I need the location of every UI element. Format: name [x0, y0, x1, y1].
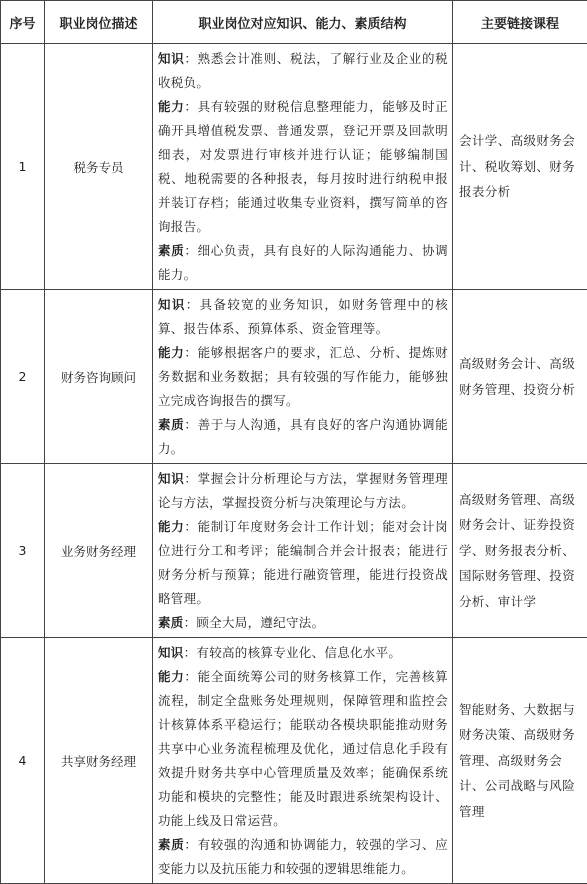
ability-text	[158, 341, 448, 413]
header-courses: 主要链接课程	[453, 1, 587, 44]
quality-label: 素质	[158, 615, 184, 630]
quality-body: ：善于与人沟通，具有良好的客户沟通协调能力。	[158, 417, 448, 456]
quality-text	[158, 611, 448, 635]
header-no: 序号	[1, 1, 45, 44]
ability-label: 能力	[158, 669, 184, 684]
ability-body: ：能制订年度财务会计工作计划；能对会计岗位进行分工和考评；能编制合并会计报表；能进行财务分析与预算；能进行融资管理，能进行投资战略管理。	[158, 519, 448, 606]
row-number: 2	[1, 290, 45, 464]
knowledge-body: ：熟悉会计准则、税法，了解行业及企业的税收税负。	[158, 51, 448, 90]
structure-cell	[153, 638, 453, 884]
row-number: 1	[1, 44, 45, 290]
quality-label: 素质	[158, 837, 184, 852]
quality-text	[158, 833, 448, 881]
ability-text	[158, 95, 448, 239]
ability-body: ：具有较强的财税信息整理能力，能够及时正确开具增值税发票、普通发票，登记开票及回款明细表，对发票进行审核并进行认证；能够编制国税、地税需要的各种报表，每月按时进行纳税申报并装订存档；能通过收集专业资料，撰写简单的咨询报告。	[158, 99, 448, 234]
position-name: 业务财务经理	[45, 464, 153, 638]
ability-label: 能力	[158, 99, 184, 114]
row-number: 4	[1, 638, 45, 884]
header-position: 职业岗位描述	[45, 1, 153, 44]
quality-body: ：有较强的沟通和协调能力，较强的学习、应变能力以及抗压能力和较强的逻辑思维能力。	[158, 837, 448, 876]
position-name: 共享财务经理	[45, 638, 153, 884]
table-row	[1, 44, 587, 290]
knowledge-body: ：掌握会计分析理论与方法，掌握财务管理理论与方法，掌握投资分析与决策理论与方法。	[158, 471, 448, 510]
ability-body: ：能全面统筹公司的财务核算工作，完善核算流程，制定全盘账务处理规则，保障管理和监控会计核算体系平稳运行；能联动各模块职能推动财务共享中心业务流程梳理及优化，通过信息化手段有效提升财务共享中心管理质量及效率；能确保系统功能和模块的完整性；能及时跟进系统架构设计、功能上线及日常运营。	[158, 669, 448, 828]
knowledge-text	[158, 641, 448, 665]
linked-courses: 智能财务、大数据与财务决策、高级财务管理、高级财务会计、公司战略与风险管理	[453, 638, 587, 884]
table-row	[1, 638, 587, 884]
knowledge-label: 知识	[158, 471, 184, 486]
ability-text	[158, 515, 448, 611]
position-name: 财务咨询顾问	[45, 290, 153, 464]
table-row	[1, 290, 587, 464]
ability-label: 能力	[158, 345, 184, 360]
knowledge-label: 知识	[158, 645, 184, 660]
table-header-row	[1, 1, 587, 44]
knowledge-body: ：具备较宽的业务知识，如财务管理中的核算、报告体系、预算体系、资金管理等。	[158, 297, 448, 336]
quality-text	[158, 239, 448, 287]
knowledge-body: ：有较高的核算专业化、信息化水平。	[184, 645, 402, 660]
knowledge-text	[158, 47, 448, 95]
structure-cell	[153, 44, 453, 290]
ability-body: ：能够根据客户的要求，汇总、分析、提炼财务数据和业务数据；具有较强的写作能力，能够独立完成咨询报告的撰写。	[158, 345, 448, 408]
quality-body: ：细心负责，具有良好的人际沟通能力、协调能力。	[158, 243, 448, 282]
knowledge-text	[158, 293, 448, 341]
row-number: 3	[1, 464, 45, 638]
ability-text	[158, 665, 448, 833]
linked-courses: 高级财务管理、高级财务会计、证券投资学、财务报表分析、国际财务管理、投资分析、审计学	[453, 464, 587, 638]
linked-courses: 高级财务会计、高级财务管理、投资分析	[453, 290, 587, 464]
knowledge-text	[158, 467, 448, 515]
position-name: 税务专员	[45, 44, 153, 290]
structure-cell	[153, 290, 453, 464]
knowledge-label: 知识	[158, 297, 186, 312]
table-row	[1, 464, 587, 638]
quality-label: 素质	[158, 417, 184, 432]
structure-cell	[153, 464, 453, 638]
header-structure: 职业岗位对应知识、能力、素质结构	[153, 1, 453, 44]
quality-text	[158, 413, 448, 461]
linked-courses: 会计学、高级财务会计、税收筹划、财务报表分析	[453, 44, 587, 290]
quality-label: 素质	[158, 243, 184, 258]
ability-label: 能力	[158, 519, 184, 534]
quality-body: ：顾全大局，遵纪守法。	[184, 615, 325, 630]
knowledge-label: 知识	[158, 51, 184, 66]
